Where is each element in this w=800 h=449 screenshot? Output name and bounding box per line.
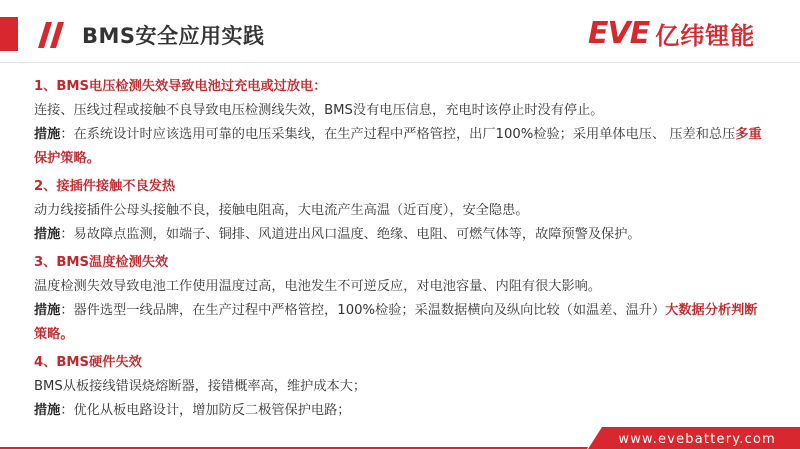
measure-line [34,399,774,423]
section-heading: 1、BMS电压检测失效导致电池过充电或过放电： [34,79,327,94]
measure-text: ：易故障点监测，如端子、铜排、风道进出风口温度、绝缘、电阻、可燃气体等，故障预警及保护。 [60,227,641,242]
measure-highlight: 大数据分析判断 [665,303,758,318]
logo-mark: EVE [588,15,650,51]
header-divider [0,62,800,63]
measure-label: 措施 [34,403,61,418]
company-logo [588,16,755,50]
measure-line [34,223,774,247]
website-url[interactable]: www.evebattery.com [618,432,776,447]
measure-highlight: 多重 [735,127,762,142]
measure-line [34,123,774,147]
measure-text: ：在系统设计时应该选用可靠的电压采集线，在生产过程中严格管控，出厂100%检验；采用单体电压、 压差和总压 [60,127,736,142]
slash-decoration-icon [36,20,76,50]
measure-label: 措施 [34,227,61,242]
section-description: 温度检测失效导致电池工作使用温度过高，电池发生不可逆反应，对电池容量、内阻有很大影响。 [34,279,602,294]
page-title: BMS安全应用实践 [82,24,265,48]
measure-label: 措施 [34,127,61,142]
section-heading: 2、接插件接触不良发热 [34,179,176,194]
measure-line-cont [34,323,774,347]
logo-text: 亿纬锂能 [655,21,756,50]
measure-line [34,299,774,323]
section-description: BMS从板接线错误烧熔断器，接错概率高，维护成本大； [34,379,367,394]
measure-label: 措施 [34,303,61,318]
section-description: 连接、压线过程或接触不良导致电压检测线失效，BMS没有电压信息，充电时该停止时没有停止。 [34,103,604,118]
header-accent-bar [0,17,18,51]
measure-highlight: 保护策略。 [34,151,100,166]
measure-text: ：优化从板电路设计，增加防反二极管保护电路； [60,403,351,418]
measure-line-cont [34,147,774,171]
section-description: 动力线接插件公母头接触不良，接触电阻高，大电流产生高温（近百度），安全隐患。 [34,203,529,218]
slide-header [0,0,800,62]
slide-content [34,74,774,423]
section-heading: 3、BMS温度检测失效 [34,255,169,270]
measure-text: ：器件选型一线品牌，在生产过程中严格管控，100%检验；采温数据横向及纵向比较（如温差、温升） [60,303,666,318]
section-heading: 4、BMS硬件失效 [34,355,142,370]
measure-highlight: 策略。 [34,327,74,342]
